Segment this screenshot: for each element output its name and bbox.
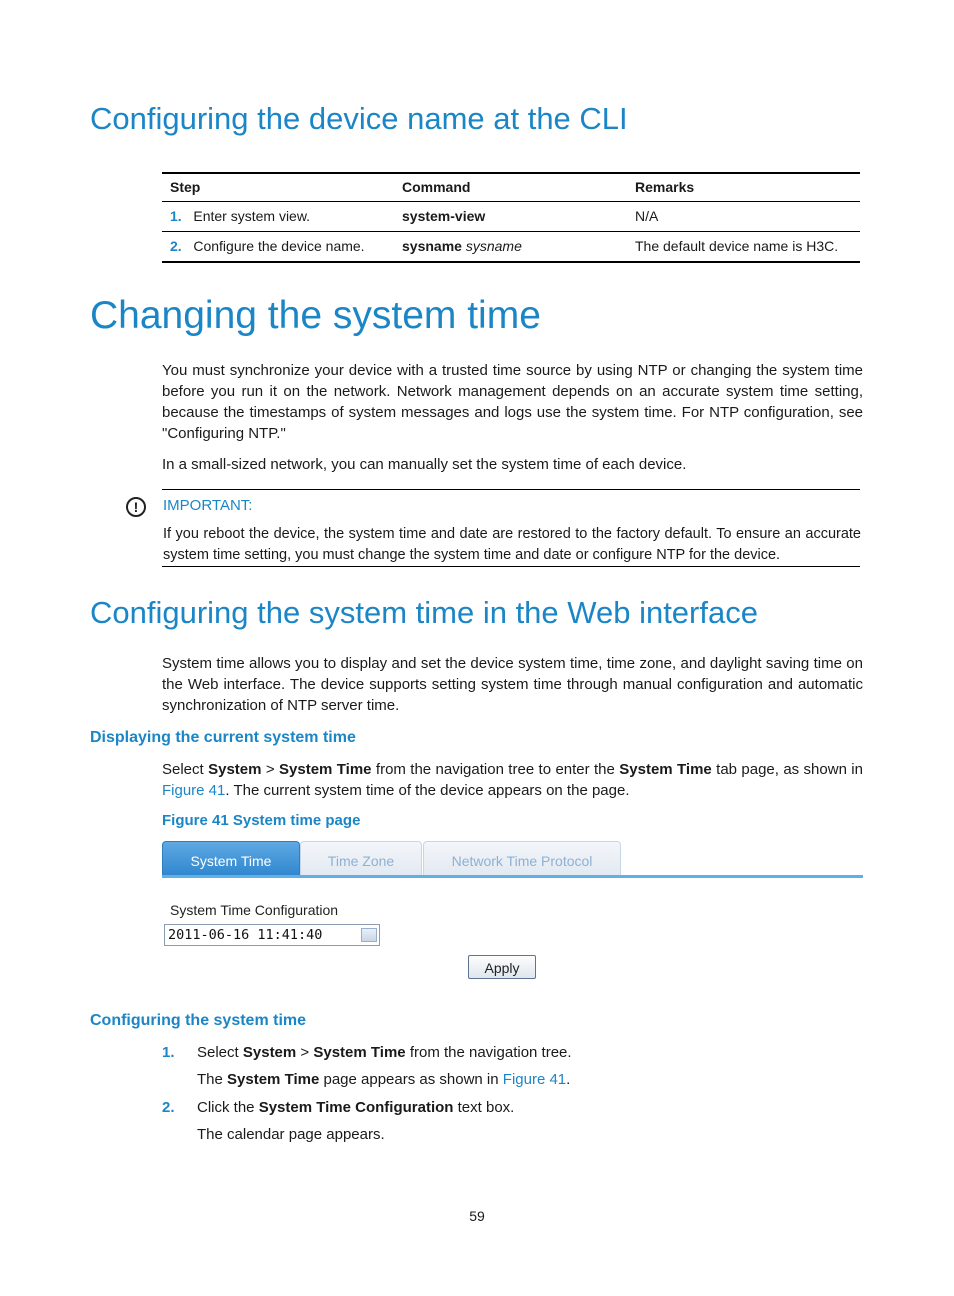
- important-bottom-rule: [162, 566, 860, 567]
- figure-link[interactable]: Figure 41: [502, 1071, 567, 1088]
- remarks-text: N/A: [635, 208, 659, 224]
- important-label: IMPORTANT:: [163, 497, 253, 514]
- step-2-text: Click the System Time Configuration text box.: [197, 1099, 515, 1116]
- table-row: [162, 231, 860, 261]
- section-title-device-name: Configuring the device name at the CLI: [90, 101, 628, 136]
- col-step: Step: [170, 179, 201, 196]
- apply-button[interactable]: Apply: [468, 955, 536, 979]
- subsection-title-display: Displaying the current system time: [90, 729, 356, 746]
- small-network-paragraph: In a small-sized network, you can manually set the system time of each device.: [162, 456, 687, 473]
- page-number: 59: [469, 1208, 485, 1224]
- intro-paragraph: You must synchronize your device with a trusted time source by using NTP or changing the system time before you run it on the network. Network management depends on an accurate system time setting, because the timestamps of system messages and logs use the system time. For NTP configuration, see "Configuring NTP.": [162, 362, 863, 442]
- table-header-row: [162, 174, 860, 201]
- subsection-title-configure: Configuring the system time: [90, 1012, 307, 1029]
- figure-system-time-page: [162, 841, 863, 986]
- tab-system-time[interactable]: System Time: [162, 841, 300, 876]
- step-1-result: The System Time page appears as shown in Figure 41.: [197, 1071, 571, 1088]
- web-paragraph: System time allows you to display and set the device system time, time zone, and daylight saving time on the Web interface. The device supports setting system time through manual configuration and automatic synchronization of NTP server time.: [162, 655, 863, 714]
- step-text: Configure the device name.: [193, 238, 365, 255]
- step-number: 2.: [170, 238, 182, 255]
- display-paragraph: Select System > System Time from the navigation tree to enter the System Time tab page, as shown in Figure 41. The current system time of the device appears on the page.: [162, 761, 863, 799]
- step-2: 2.: [162, 1099, 175, 1116]
- remarks-text: The default device name is H3C.: [635, 238, 839, 255]
- step-2-result: The calendar page appears.: [197, 1126, 385, 1143]
- section-title-web: Configuring the system time in the Web interface: [90, 595, 758, 630]
- step-text: Enter system view.: [193, 208, 311, 224]
- table-row: [162, 201, 860, 231]
- step-1: 1.: [162, 1044, 175, 1061]
- command-text: sysname: [402, 238, 462, 255]
- figure-link[interactable]: Figure 41: [162, 782, 226, 799]
- col-command: Command: [402, 179, 471, 196]
- step-number: 1.: [170, 208, 182, 224]
- calendar-icon[interactable]: [361, 928, 377, 942]
- important-top-rule: [162, 489, 860, 490]
- command-table: [162, 172, 860, 263]
- tab-time-zone[interactable]: Time Zone: [300, 841, 422, 876]
- step-1-text: Select System > System Time from the navigation tree.: [197, 1044, 572, 1061]
- figure-caption: Figure 41 System time page: [162, 812, 361, 829]
- command-text: system-view: [402, 208, 486, 224]
- tab-network-time-protocol[interactable]: Network Time Protocol: [423, 841, 621, 876]
- system-time-value: 2011-06-16 11:41:40: [168, 927, 323, 943]
- chapter-title: Changing the system time: [90, 294, 541, 337]
- command-arg: sysname: [465, 238, 522, 255]
- field-label: System Time Configuration: [170, 902, 339, 918]
- col-remarks: Remarks: [635, 179, 695, 196]
- tab-bar-underline: [162, 875, 863, 878]
- system-time-input[interactable]: [164, 924, 380, 946]
- important-text: If you reboot the device, the system time and date are restored to the factory default. To ensure an accurate system time setting, you must change the system time and date or configure NTP for the device.: [163, 526, 861, 563]
- warning-icon: !: [126, 497, 146, 517]
